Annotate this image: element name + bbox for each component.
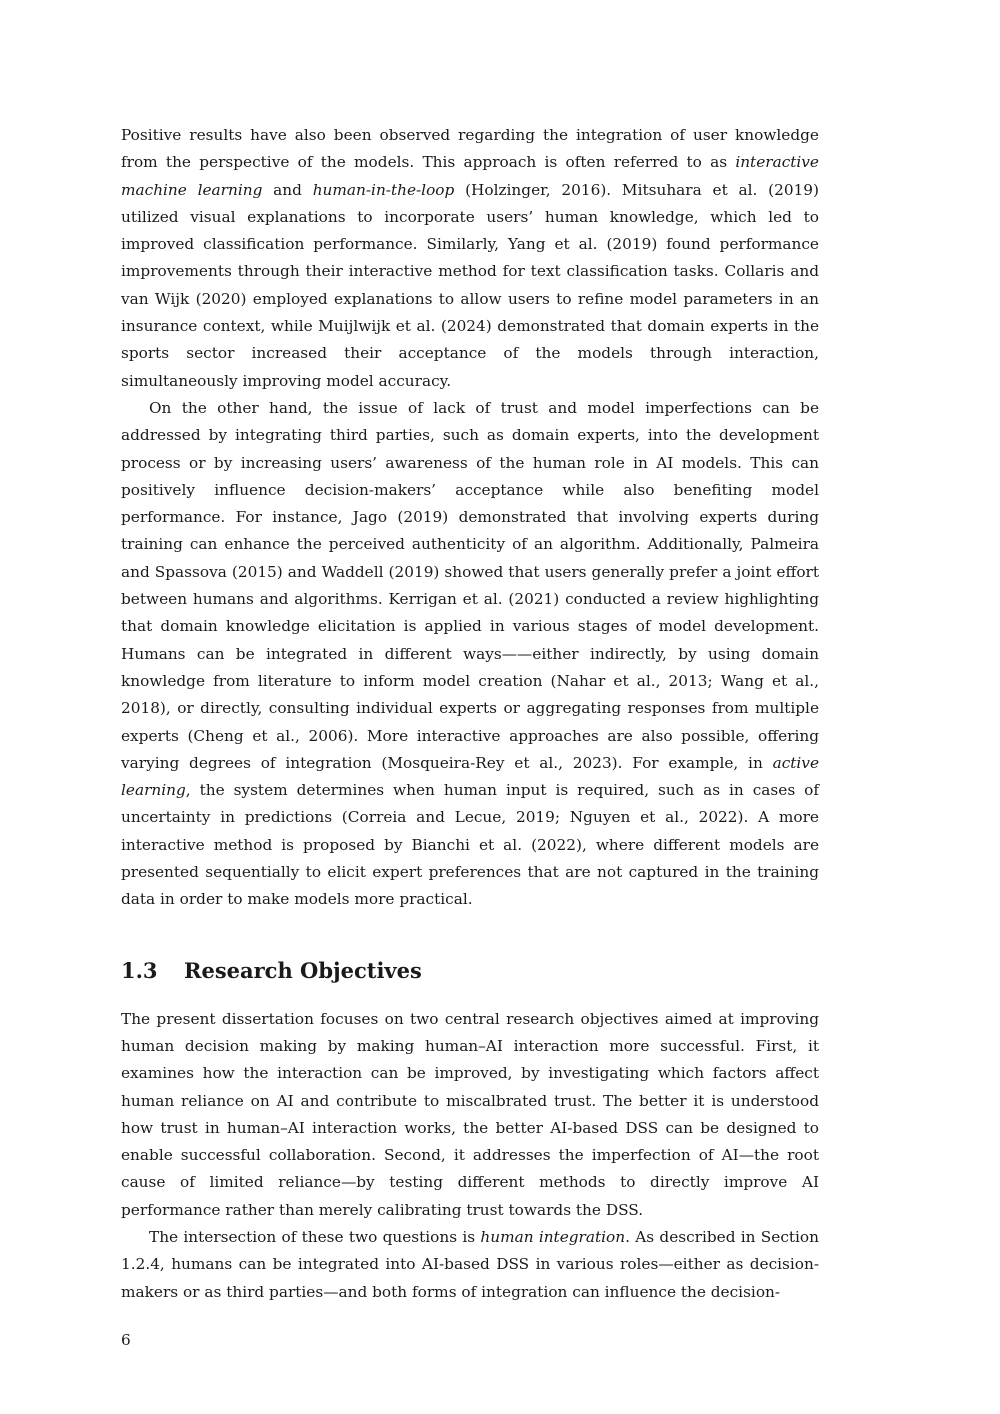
paragraph-integration-user-knowledge bbox=[121, 122, 819, 395]
text-run: . As described in Section 1.2.4, humans can be integrated into AI-based DSS in various roles—either as decision-makers or as third parties—and both forms of integration can influence the decision- bbox=[121, 1227, 819, 1301]
text-run: and bbox=[262, 180, 313, 199]
italic-term: interactive machine learning bbox=[121, 153, 819, 199]
section-title: Research Objectives bbox=[184, 957, 422, 983]
paragraph-third-parties bbox=[121, 395, 819, 914]
page-content bbox=[121, 122, 819, 1306]
text-run: The present dissertation focuses on two central research objectives aimed at improving human decision making by making human–AI interaction more successful. First, it examines how the interaction can be improved, by investigating which factors affect human reliance on AI and contribute to miscalbrated trust. The better it is understood how trust in human–AI interaction works, the better AI-based DSS can be designed to enable successful collaboration. Second, it addresses the imperfection of AI—the root cause of limited reliance—by testing different methods to directly improve AI performance rather than merely calibrating trust towards the DSS. bbox=[121, 1009, 819, 1219]
paragraph-human-integration bbox=[121, 1224, 819, 1306]
italic-term: human-in-the-loop bbox=[312, 180, 455, 199]
page-number: 6 bbox=[121, 1331, 131, 1349]
text-run: (Holzinger, 2016). Mitsuhara et al. (2019) utilized visual explanations to incorporate users’ human knowledge, which led to improved classification performance. Similarly, Yang et al. (2019) found performance improvements through their interactive method for text classification tasks. Collaris and van Wijk (2020) employed explanations to allow users to refine model parameters in an insurance context, while Muijlwijk et al. (2024) demonstrated that domain experts in the sports sector increased their acceptance of the models through interaction, simultaneously improving model accuracy. bbox=[121, 180, 819, 390]
section-number: 1.3 bbox=[121, 957, 158, 983]
paragraph-research-objectives bbox=[121, 1006, 819, 1224]
italic-term: human integration bbox=[480, 1227, 626, 1246]
text-run: Positive results have also been observed regarding the integration of user knowledge from the perspective of the models. This approach is often referred to as bbox=[121, 126, 819, 172]
italic-term: active learning bbox=[121, 753, 819, 800]
section-heading bbox=[121, 956, 819, 986]
text-run: The intersection of these two questions is bbox=[149, 1227, 481, 1246]
text-run: , the system determines when human input is required, such as in cases of uncertainty in predictions (Correia and Lecue, 2019; Nguyen et al., 2022). A more interactive method is proposed by Bianchi et al. (2022), where different models are presented sequentially to elicit expert preferences that are not captured in the training data in order to make models more practical. bbox=[121, 781, 819, 909]
text-run: On the other hand, the issue of lack of trust and model imperfections can be addressed by integrating third parties, such as domain experts, into the development process or by increasing users’ awareness of the human role in AI models. This can positively influence decision-makers’ acceptance while also benefiting model performance. For instance, Jago (2019) demonstrated that involving experts during training can enhance the perceived authenticity of an algorithm. Additionally, Palmeira and Spassova (2015) and Waddell (2019) showed that users generally prefer a joint effort between humans and algorithms. Kerrigan et al. (2021) conducted a review highlighting that domain knowledge elicitation is applied in various stages of model development. Humans can be integrated in different ways——either indirectly, by using domain knowledge from literature to inform model creation (Nahar et al., 2013; Wang et al., 2018), or directly, consulting individual experts or aggregating responses from multiple experts (Cheng et al., 2006). More interactive approaches are also possible, offering varying degrees of integration (Mosqueira-Rey et al., 2023). For example, in bbox=[121, 398, 819, 772]
